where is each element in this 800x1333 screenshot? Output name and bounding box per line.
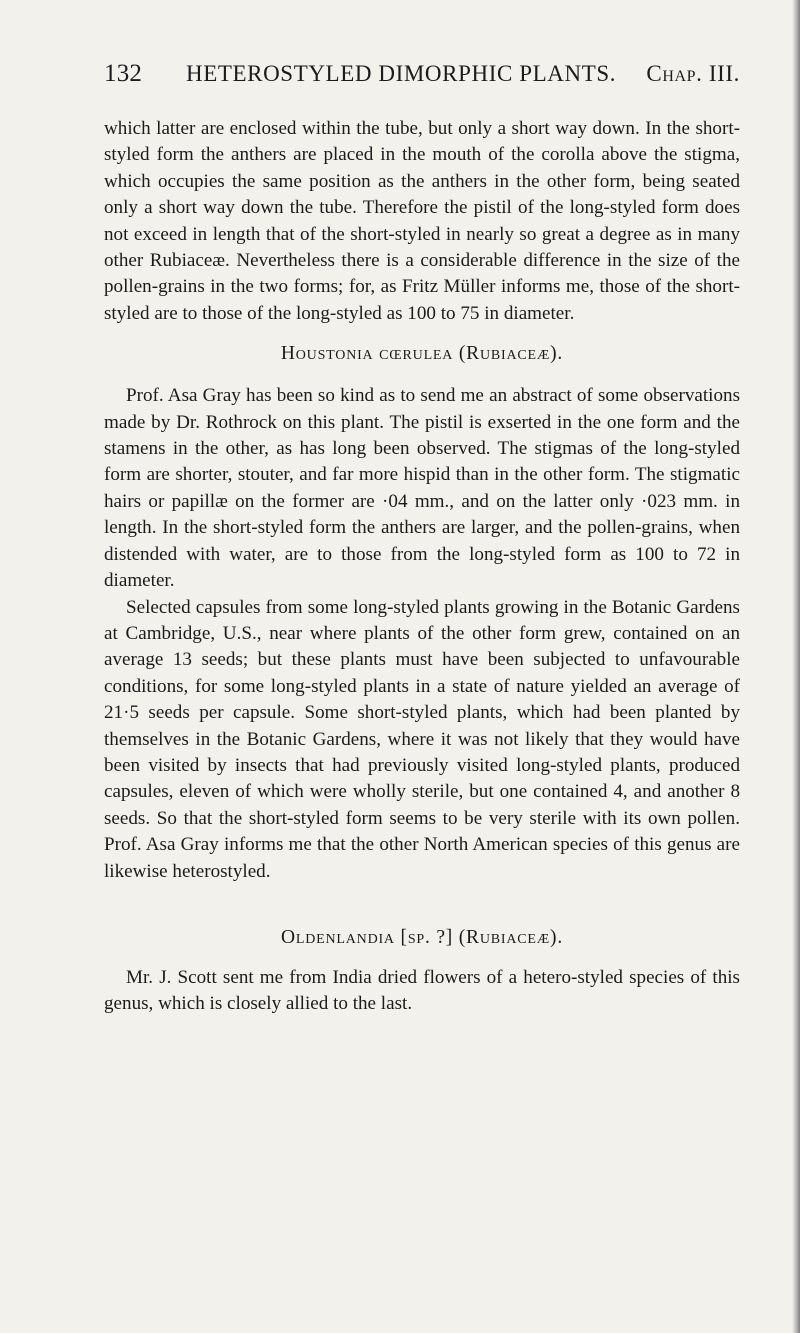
- page-edge-shadow: [792, 0, 800, 1333]
- paragraph-houstonia-capsules: Selected capsules from some long-styled plants growing in the Botanic Gardens at Cambridge, U.S., near where plants of the other form grew, contained on an average 13 seeds; but these plants must have been subjected to unfavourable conditions, for some long-styled plants in a state of nature yielded an average of 21·5 seeds per capsule. Some short-styled plants, which had been planted by themselves in the Botanic Gardens, where it was not likely that they would have been visited by insects that had previously visited long-styled plants, produced capsules, eleven of which were wholly sterile, but one contained 4, and another 8 seeds. So that the short-styled form seems to be very sterile with its own pollen. Prof. Asa Gray informs me that the other North American species of this genus are likewise heterostyled.: [104, 596, 740, 882]
- paragraph-oldenlandia: Mr. J. Scott sent me from India dried flowers of a hetero-styled species of this genus, which is closely allied to the last.: [104, 966, 740, 1015]
- chapter-reference: Chap. III.: [646, 61, 740, 86]
- book-page: [104, 60, 740, 1018]
- running-header: [104, 60, 740, 100]
- page-number: 132: [104, 60, 143, 87]
- paragraph-houstonia-observations: Prof. Asa Gray has been so kind as to send me an abstract of some observations made by Dr. Rothrock on this plant. The pistil is exserted in the one form and the stamens in the other, as has long been observed. The stigmas of the long-styled form are shorter, stouter, and far more hispid than in the other form. The stigmatic hairs or papillæ on the former are ·04 mm., and on the latter only ·023 mm. in length. In the short-styled form the anthers are larger, and the pollen-grains, when distended with water, are to those from the long-styled form as 100 to 72 in diameter.: [104, 385, 740, 592]
- section-heading-houstonia: Houstonia cœrulea (Rubiaceæ).: [280, 343, 564, 365]
- running-title: HETEROSTYLED DIMORPHIC PLANTS.: [186, 61, 617, 86]
- paragraph-continuation: which latter are enclosed within the tube, but only a short way down. In the short-styled form the anthers are placed in the mouth of the corolla above the stigma, which occupies the same position as the anthers in the other form, being seated only a short way down the tube. Therefore the pistil of the long-styled form does not exceed in length that of the short-styled in nearly so great a degree as in many other Rubiaceæ. Nevertheless there is a considerable difference in the size of the pollen-grains in the two forms; for, as Fritz Müller informs me, those of the short-styled are to those of the long-styled as 100 to 75 in diameter.: [104, 118, 740, 324]
- section-heading-oldenlandia: Oldenlandia [sp. ?] (Rubiaceæ).: [280, 926, 563, 948]
